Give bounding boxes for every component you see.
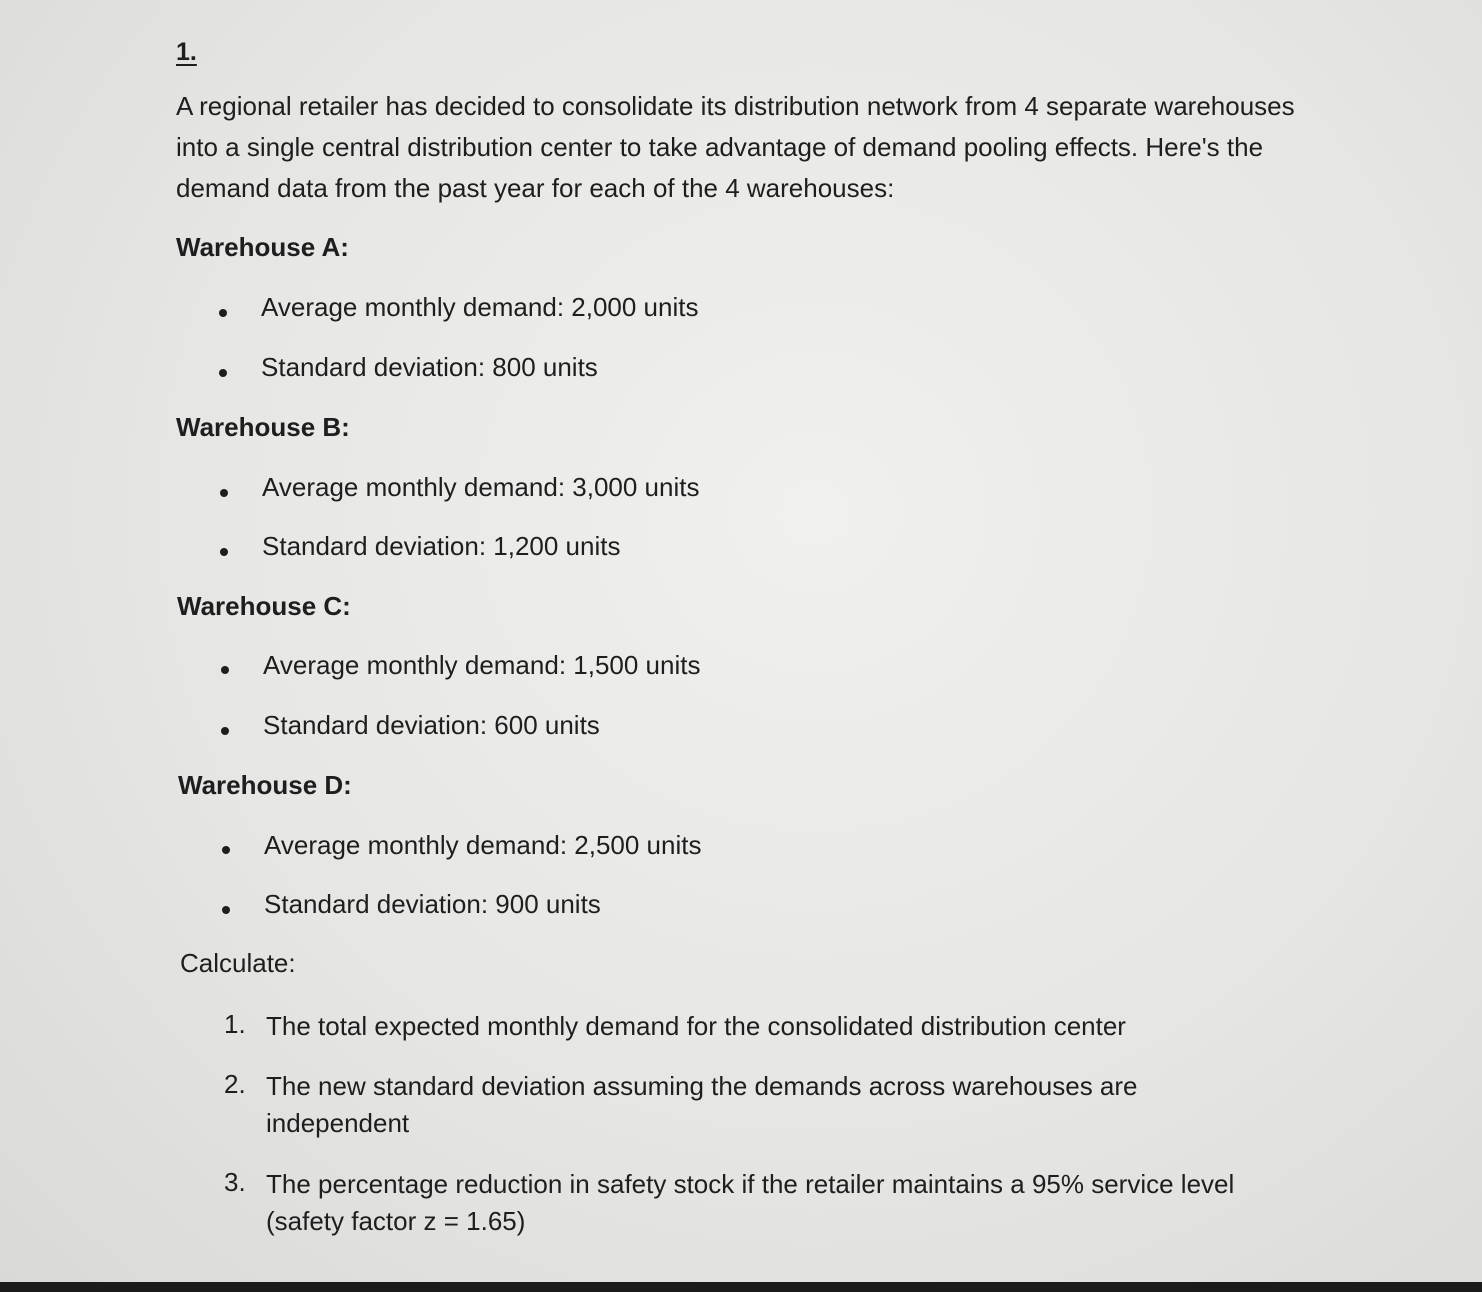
question-number: 1. [176,38,197,66]
bottom-edge [0,1282,1482,1292]
bullet-icon [222,846,230,854]
bullet-icon [219,369,227,377]
bullet-icon [222,906,230,914]
warehouse-c-sd: Standard deviation: 600 units [263,710,600,740]
task-number: 2. [224,1069,246,1099]
warehouse-d-heading: Warehouse D: [178,770,352,800]
warehouse-b-avg: Average monthly demand: 3,000 units [262,472,700,502]
warehouse-d-sd: Standard deviation: 900 units [264,889,601,919]
bullet-icon [220,489,228,497]
warehouse-a-sd: Standard deviation: 800 units [261,352,598,382]
warehouse-c-avg: Average monthly demand: 1,500 units [263,650,701,680]
bullet-icon [221,666,229,674]
task-number: 3. [224,1167,246,1197]
bullet-icon [220,548,228,556]
task-number: 1. [224,1009,246,1039]
bullet-icon [221,727,229,735]
warehouse-a-avg: Average monthly demand: 2,000 units [261,292,699,322]
warehouse-c-heading: Warehouse C: [177,591,351,621]
task-1-text: The total expected monthly demand for the consolidated distribution center [266,1011,1126,1041]
calculate-label: Calculate: [180,948,296,978]
warehouse-a-heading: Warehouse A: [176,232,349,262]
intro-paragraph: A regional retailer has decided to consolidate its distribution network from 4 separate warehouses into a single central distribution center to take advantage of demand pooling effects. Here's the demand data from the past year for each of the 4 warehouses: [176,91,1295,203]
bullet-icon [219,309,227,317]
task-3-text: The percentage reduction in safety stock if the retailer maintains a 95% service level (safety factor z = 1.65) [266,1169,1235,1236]
warehouse-d-avg: Average monthly demand: 2,500 units [264,830,702,860]
warehouse-b-heading: Warehouse B: [176,412,350,442]
task-2-text: The new standard deviation assuming the demands across warehouses are independent [266,1071,1138,1138]
warehouse-b-sd: Standard deviation: 1,200 units [262,531,621,561]
